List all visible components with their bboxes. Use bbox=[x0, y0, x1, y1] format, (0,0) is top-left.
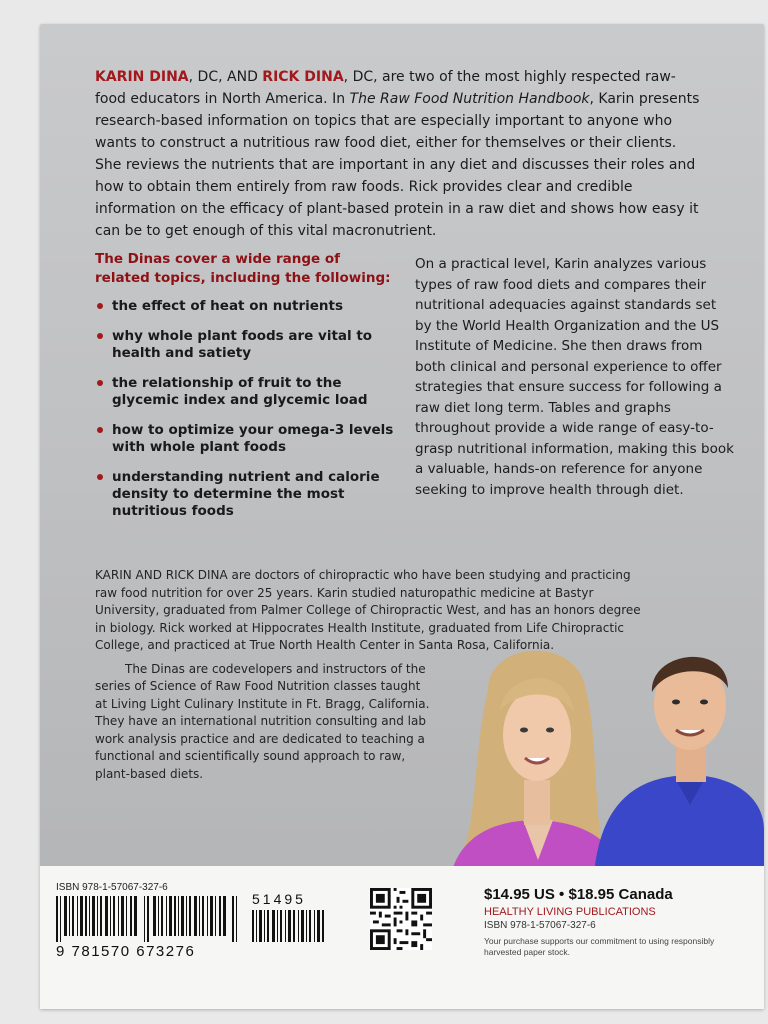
intro-text-2: , Karin presents research-based information on topics that are especially important to anyone who wants to construct a nutritious raw food diet, either for themselves or their clients. She reviews the nutrients that are important in any diet and discusses their roles and how to obtain them entirely from raw foods. Rick provides clear and credible information on the efficacy of plant-based protein in a raw diet and shows how easy it can be to get enough of this vital macronutrient. bbox=[95, 91, 700, 239]
practical-paragraph: On a practical level, Karin analyzes various types of raw food diets and compares their nutritional adequacies against standards set by the World Health Organization and the US Institute of Medicine. She then draws from both clinical and personal experience to offer strategies that ensure success for following a raw diet long term. Tables and graphs throughout provide a wide range of easy-to-grasp nutritional information, making this book a valuable, hands-on reference for anyone seeking to improve health through diet. bbox=[415, 256, 734, 498]
topics-column bbox=[95, 250, 395, 533]
qr-code-icon bbox=[370, 888, 432, 950]
paper-note: Your purchase supports our commitment to using responsibly harvested paper stock. bbox=[484, 936, 715, 957]
author-rick: RICK DINA bbox=[262, 69, 344, 85]
list-item: how to optimize your omega-3 levels with whole plant foods bbox=[95, 422, 395, 456]
isbn-label: ISBN 978-1-57067-327-6 bbox=[56, 882, 168, 893]
list-item: the effect of heat on nutrients bbox=[95, 298, 395, 315]
author-karin: KARIN DINA bbox=[95, 69, 189, 85]
intro-text-1: , DC, are two of the most highly respected raw-food educators in North America. In bbox=[95, 69, 676, 107]
bio-paragraph-2: The Dinas are codevelopers and instructors of the series of Science of Raw Food Nutrition classes taught at Living Light Culinary Institute in Ft. Bragg, California. They have an international nutrition consulting and lab work analysis practice and are dedicated to teaching a functional and scientifically sound approach to raw, plant-based diets. bbox=[95, 661, 430, 781]
intro-connector: , DC, AND bbox=[188, 69, 263, 85]
isbn-text: ISBN 978-1-57067-327-6 bbox=[484, 920, 596, 931]
book-title: The Raw Food Nutrition Handbook bbox=[349, 91, 590, 107]
barcode-icon bbox=[56, 896, 242, 942]
back-cover bbox=[40, 24, 764, 1009]
topics-heading: The Dinas cover a wide range of related topics, including the following: bbox=[95, 251, 391, 286]
barcode-panel bbox=[40, 866, 764, 1009]
publisher-name: HEALTHY LIVING PUBLICATIONS bbox=[484, 906, 656, 918]
ean-digits: 9 781570 673276 bbox=[56, 943, 196, 960]
list-item: why whole plant foods are vital to health and satiety bbox=[95, 328, 395, 362]
price-barcode-icon bbox=[252, 910, 324, 942]
topics-list bbox=[95, 298, 395, 520]
price-code: 51495 bbox=[252, 891, 306, 907]
price-text: $14.95 US • $18.95 Canada bbox=[484, 886, 673, 903]
author-photo bbox=[428, 630, 764, 890]
bio-paragraph-1: KARIN AND RICK DINA are doctors of chiropractic who have been studying and practicing raw food nutrition for over 25 years. Karin studied naturopathic medicine at Bastyr University, graduated from Palmer College of Chiropractic West, and has an honors degree in biology. Rick worked at Hippocrates Health Institute, graduated from Life Chiropractic College, and practiced at True North Health Center in Santa Rosa, California. bbox=[95, 568, 641, 652]
intro-paragraph bbox=[95, 66, 705, 242]
list-item: understanding nutrient and calorie density to determine the most nutritious foods bbox=[95, 469, 395, 520]
list-item: the relationship of fruit to the glycemic index and glycemic load bbox=[95, 375, 395, 409]
